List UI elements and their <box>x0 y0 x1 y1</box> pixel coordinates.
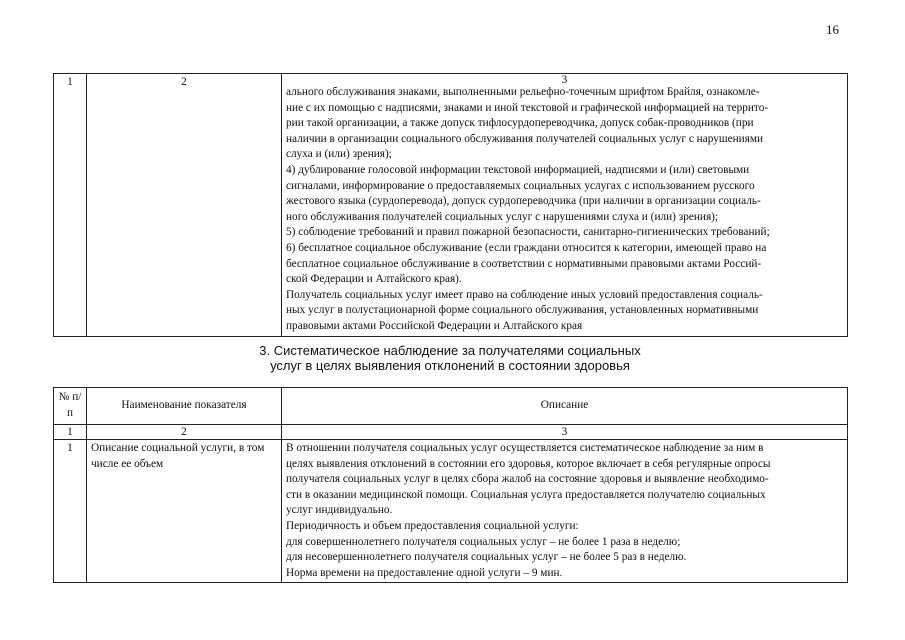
text-line: 4) дублирование голосовой информации текстовой информацией, надписями и (или) световыми <box>286 163 750 176</box>
section-heading <box>53 343 847 373</box>
text-line: В отношении получателя социальных услуг осуществляется систематическое наблюдение за ним в <box>286 442 764 454</box>
header-description: Описание <box>282 388 848 425</box>
header-number: № п/п <box>54 388 87 425</box>
column-number-cell: 2 <box>87 425 282 440</box>
text-line: 5) соблюдение требований и правил пожарной безопасности, санитарно-гигиенических требований; <box>286 226 770 239</box>
indicator-description <box>282 440 848 583</box>
text-line: бесплатное социальное обслуживание в соответствии с нормативными правовыми актами Россий- <box>286 257 762 270</box>
text-line: правовыми актами Российской Федерации и Алтайского края <box>286 319 583 332</box>
text-line: для совершеннолетнего получателя социальных услуг – не более 1 раза в неделю; <box>286 535 681 548</box>
text-line: ние с их помощью с надписями, знаками и иной текстовой и графической информацией на террито- <box>286 101 769 114</box>
text-line: сти в оказании медицинской помощи. Социальная услуга предоставляется получателю социальных <box>286 488 766 501</box>
indicator-table <box>53 387 848 583</box>
text-line: ного обслуживания получателей социальных услуг с нарушениями слуха и (или) зрения); <box>286 210 719 223</box>
text-line: 6) бесплатное социальное обслуживание (если граждани относится к категории, имеющей право на <box>286 241 767 254</box>
column-number-cell: 1 <box>54 74 87 337</box>
column-number-row <box>54 425 848 440</box>
continuation-table <box>53 73 848 337</box>
text-line: ской Федерации и Алтайского края). <box>286 273 462 286</box>
description-cell <box>282 74 848 337</box>
column-number-cell: 1 <box>54 425 87 440</box>
table-row <box>54 440 848 583</box>
text-line: наличии в организации социального обслуживания получателей социальных услуг с нарушениями <box>286 132 764 145</box>
text-line: ных услуг в полустационарной форме социального обслуживания, установленных нормативными <box>286 304 759 317</box>
header-row <box>54 388 848 425</box>
section-heading-line: 3. Систематическое наблюдение за получателями социальных <box>259 343 641 358</box>
text-line: целях выявления отклонений в состоянии его здоровья, которое включает в себя регулярные опросы <box>286 457 771 470</box>
page-number: 16 <box>826 22 839 37</box>
text-line: получателя социальных услуг в целях сбора жалоб на состояние здоровья и выявление необходимо- <box>286 473 769 486</box>
text-line: для несовершеннолетнего получателя социальных услуг – не более 5 раз в неделю. <box>286 551 687 564</box>
text-line: услуг индивидуально. <box>286 504 393 517</box>
column-number-cell: 2 <box>87 74 282 337</box>
text-line: Периодичность и объем предоставления социальной услуги: <box>286 519 579 532</box>
table-row <box>54 74 848 337</box>
text-line: слуха и (или) зрения); <box>286 148 392 161</box>
text-line: жестового языка (сурдоперевода), допуск сурдопереводчика (при наличии в организации социаль- <box>286 195 761 208</box>
column-number-cell: 3 <box>282 425 848 440</box>
header-name: Наименование показателя <box>87 388 282 425</box>
indicator-name: Описание социальной услуги, в том числе ее объем <box>87 440 282 583</box>
column-number-label: 3 <box>561 74 568 86</box>
text-line: Норма времени на предоставление одной услуги – 9 мин. <box>286 566 563 579</box>
row-number: 1 <box>54 440 87 583</box>
text-line: рии такой организации, а также допуск тифлосурдопереводчика, допуск собак-проводников (при <box>286 117 754 130</box>
text-line: Получатель социальных услуг имеет право на соблюдение иных условий предоставления социаль- <box>286 288 763 301</box>
text-line: сигналами, информирование о предоставляемых социальных услугах с использованием русского <box>286 179 755 192</box>
section-heading-line: услуг в целях выявления отклонений в состоянии здоровья <box>270 358 630 373</box>
text-line: ального обслуживания знаками, выполненными рельефно-точечным шрифтом Брайля, ознакомле- <box>286 86 760 98</box>
